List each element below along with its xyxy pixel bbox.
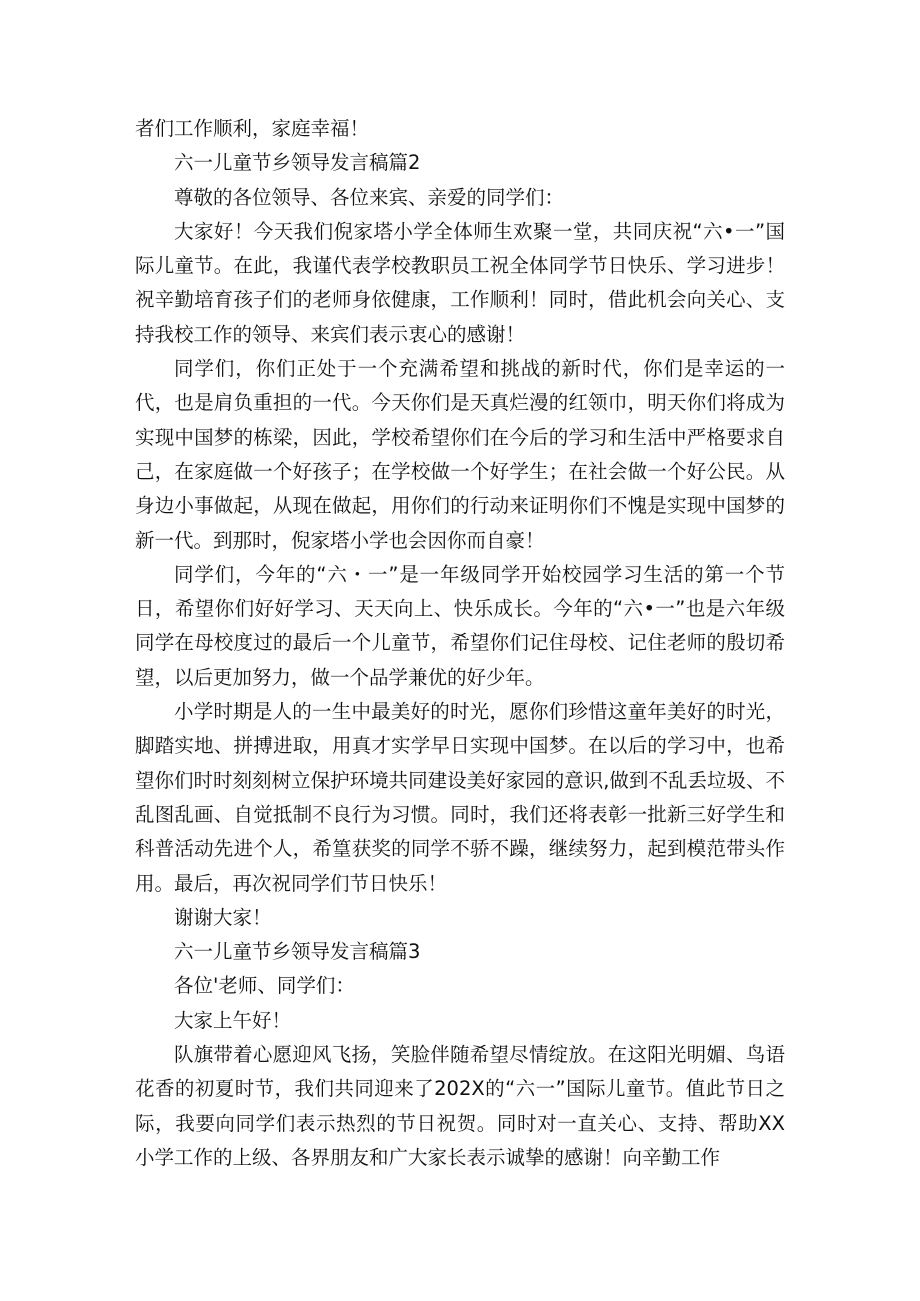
salutation: 各位'老师、同学们： — [174, 974, 355, 998]
section-heading-3: 六一儿童节乡领导发言稿篇3 — [174, 940, 421, 964]
paragraph: 同学们，你们正处于一个充满希望和挑战的新时代，你们是幸运的一代，也是肩负重担的一代。今天你们是天真烂漫的红领巾，明天你们将成为实现中国梦的栋梁，因此，学校希望你们在今后的学习和生活中严格要求自己，在家庭做一个好孩子；在学校做一个好学生；在社会做一个好公民。从身边小事做起，从现在做起，用你们的行动来证明你们不愧是实现中国梦的新一代。到那时，倪家塔小学也会因你而自豪！ — [135, 357, 785, 552]
paragraph-closing-line: 者们工作顺利，家庭幸福！ — [135, 117, 370, 140]
paragraph: 小学时期是人的一生中最美好的时光，愿你们珍惜这童年美好的时光，脚踏实地、拼搏进取，用真才实学早日实现中国梦。在以后的学习中，也希望你们时时刻刻树立保护环境共同建设美好家园的意识,做到不乱丢垃圾、不乱图乱画、自觉抵制不良行为习惯。同时，我们还将表彰一批新三好学生和科普活动先进个人，希篁获奖的同学不骄不躁，继续努力，起到模范带头作用。最后，再次祝同学们节日快乐！ — [135, 700, 785, 895]
paragraph: 同学们，今年的“六・一”是一年级同学开始校园学习生活的第一个节日，希望你们好好学习、天天向上、快乐成长。今年的“六•一”也是六年级同学在母校度过的最后一个儿童节，希望你们记住母校、记住老师的殷切希望，以后更加努力，做一个品学兼优的好少年。 — [135, 562, 785, 689]
thanks-line: 谢谢大家！ — [174, 905, 272, 929]
document-body — [135, 112, 785, 1175]
paragraph: 队旗带着心愿迎风飞扬，笑脸伴随希望尽情绽放。在这阳光明媚、鸟语花香的初夏时节，我们共同迎来了202X的“六一”国际儿童节。值此节日之际，我要向同学们表示热烈的节日祝贺。同时对一直关心、支持、帮助XX小学工作的上级、各界朋友和广大家长表示诚挚的感谢！向辛勤工作 — [135, 1043, 785, 1169]
paragraph: 大家好！今天我们倪家塔小学全体师生欢聚一堂，共同庆祝“六•一”国际儿童节。在此，我谨代表学校教职员工祝全体同学节日快乐、学习进步！祝辛勤培育孩子们的老师身依健康，工作顺利！同时，借此机会向关心、支持我校工作的领导、来宾们表示衷心的感谢！ — [135, 219, 785, 346]
salutation: 尊敬的各位领导、各位来宾、亲爱的同学们： — [174, 185, 565, 209]
section-heading-2: 六一儿童节乡领导发言稿篇2 — [174, 151, 421, 175]
greeting-line: 大家上午好！ — [174, 1008, 292, 1032]
